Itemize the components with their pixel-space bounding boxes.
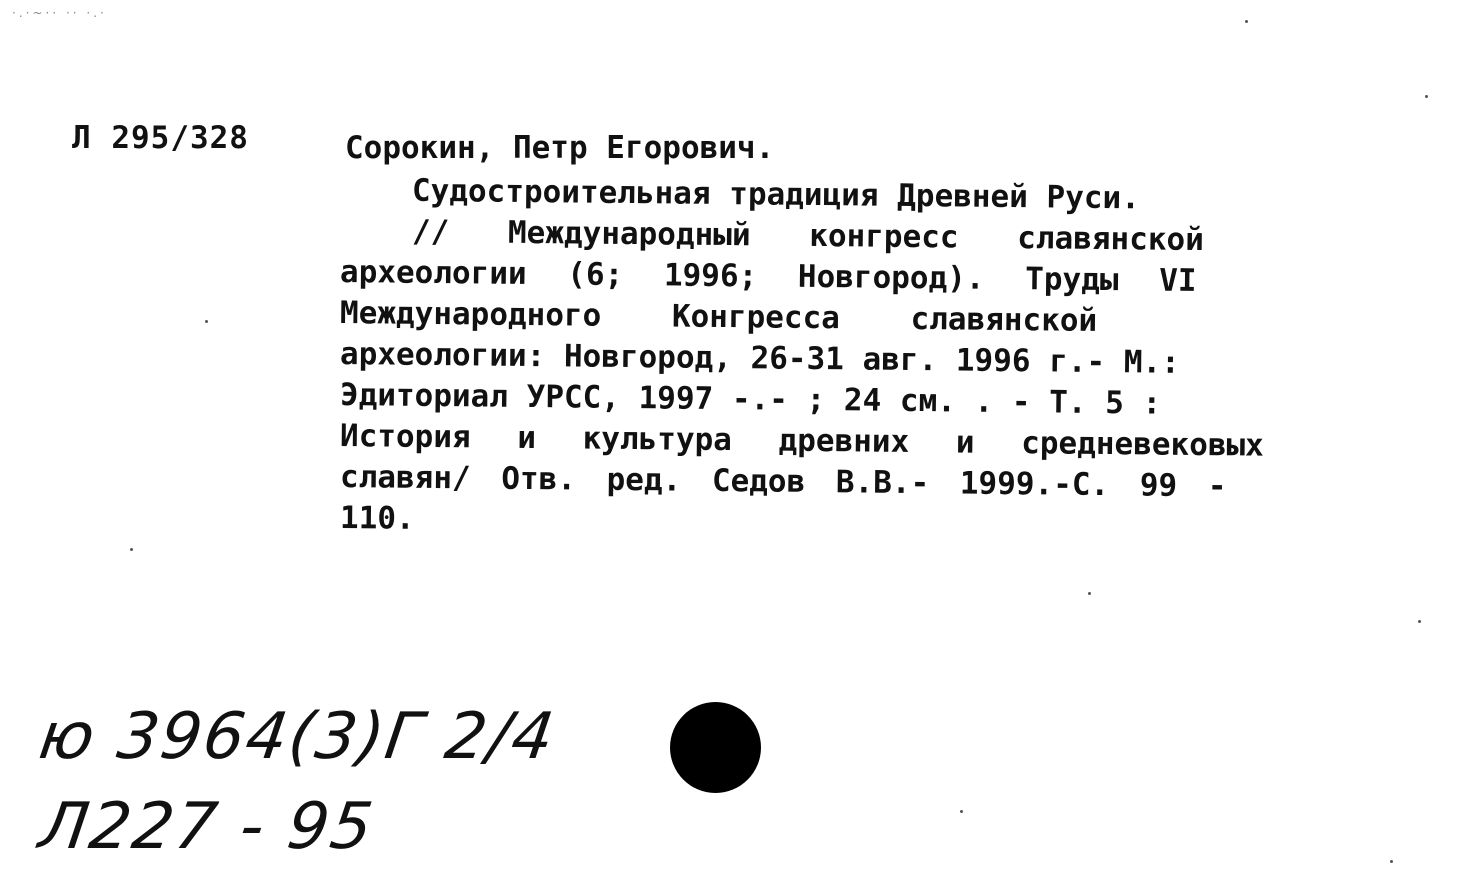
entry-line: 110.	[339, 500, 415, 537]
scan-speck	[1245, 20, 1248, 23]
handwritten-call-number: ю 3964(3)Г 2/4	[34, 700, 560, 774]
punch-hole	[670, 702, 761, 793]
scan-noise-mark: ·.·~·· ·· ·.·	[12, 6, 107, 20]
handwritten-accession-number: Л227 - 95	[34, 790, 379, 864]
entry-line: славян/ Отв. ред. Седов В.В.- 1999.-С. 99 -	[339, 459, 1227, 505]
scan-speck	[1088, 592, 1091, 595]
scan-speck	[960, 810, 963, 813]
scan-speck	[1418, 620, 1421, 623]
shelfmark: Л 295/328	[72, 120, 249, 156]
entry-line: археологии: Новгород, 26-31 авг. 1996 г.- М.:	[339, 336, 1181, 381]
scan-speck	[1425, 95, 1428, 98]
entry-line: Международного Конгресса славянской	[339, 295, 1098, 339]
entry-title-line: Судостроительная традиция Древней Руси.	[411, 172, 1141, 217]
entry-line: История и культура древних и средневековых	[339, 418, 1265, 464]
entry-line: // Международный конгресс славянской	[411, 213, 1205, 259]
entry-line: Эдиториал УРСС, 1997 -.- ; 24 см. . - Т. 5 :	[339, 377, 1162, 422]
entry-line: археологии (6; 1996; Новгород). Труды VI	[339, 254, 1197, 299]
scan-speck	[1390, 860, 1393, 863]
scan-speck	[130, 548, 133, 551]
author-heading: Сорокин, Петр Егорович.	[345, 130, 775, 166]
bibliographic-entry	[340, 170, 1395, 539]
scan-speck	[205, 320, 208, 323]
